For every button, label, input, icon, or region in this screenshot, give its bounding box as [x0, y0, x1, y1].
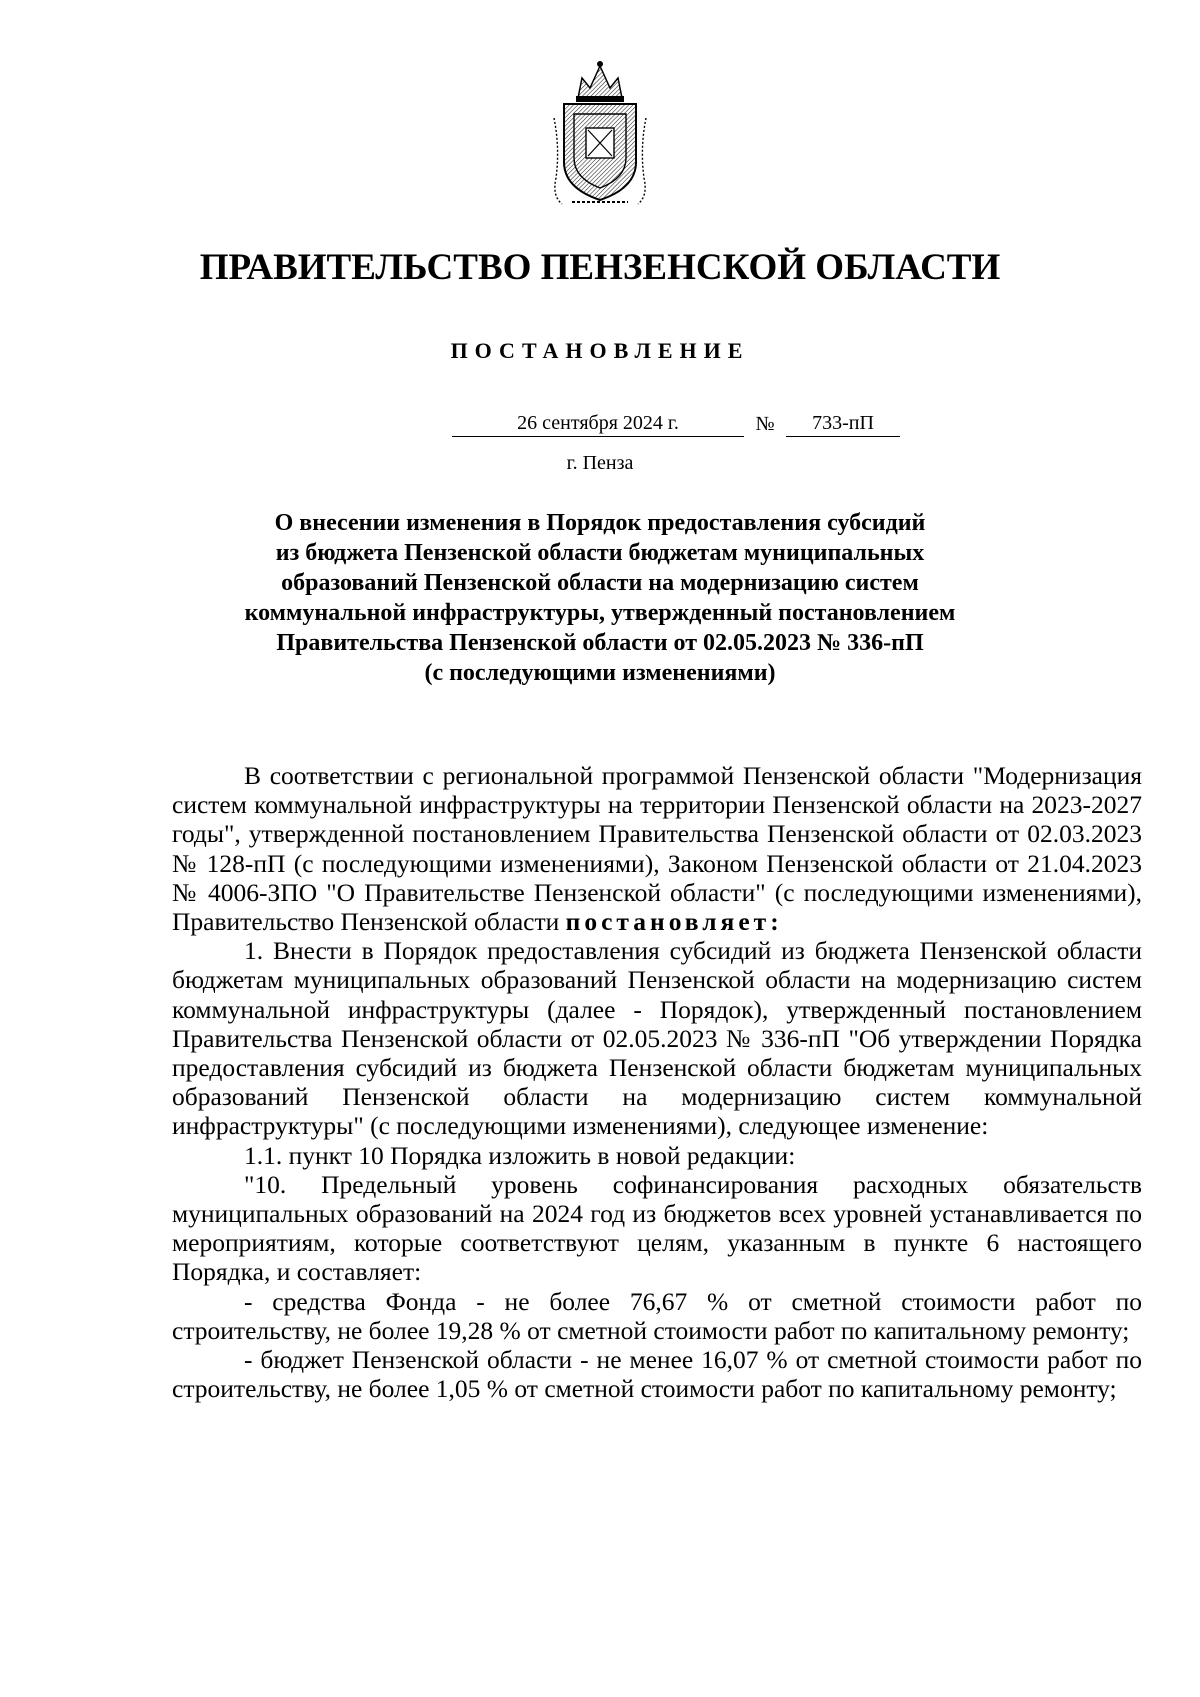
city: г. Пенза [566, 452, 634, 474]
number-sign: № [755, 413, 775, 435]
clause-10-paragraph: "10. Предельный уровень софинансирования расходных обязательств муниципальных образований на 2024 год из бюджетов всех уровней устанавливается по мероприятиям, которые соответствуют целям, указанным в пункте 6 настоящего Порядка, и составляет: [172, 1169, 1142, 1287]
subject-line: О внесении изменения в Порядок предоставления субсидий [274, 510, 926, 536]
date-number-line [452, 410, 900, 437]
subject-line: Правительства Пензенской области от 02.05.2023 № 336-пП [276, 630, 924, 656]
subject-line: коммунальной инфраструктуры, утвержденный постановлением [244, 600, 956, 626]
document-subject [220, 508, 980, 688]
document-number: 733-пП [786, 410, 900, 437]
item-1-paragraph: 1. Внести в Порядок предоставления субсидий из бюджета Пензенской области бюджетам муниципальных образований Пензенской области на модернизацию систем коммунальной инфраструктуры (далее - Порядок), утвержденный постановлением Правительства Пензенской области от 02.05.2023 № 336-пП "Об утверждении Порядка предоставления субсидий из бюджета Пензенской области бюджетам муниципальных образований Пензенской области на модернизацию систем коммунальной инфраструктуры" (с последующими изменениями), следующее изменение: [172, 936, 1142, 1141]
government-title: ПРАВИТЕЛЬСТВО ПЕНЗЕНСКОЙ ОБЛАСТИ [199, 247, 1001, 288]
subject-line: образований Пензенской области на модернизацию систем [281, 570, 919, 596]
subject-line: из бюджета Пензенской области бюджетам муниципальных [275, 540, 925, 566]
regional-budget-share-paragraph: - бюджет Пензенской области - не менее 16,07 % от сметной стоимости работ по строительству, не более 1,05 % от сметной стоимости работ по капитальному ремонту; [172, 1345, 1142, 1404]
document-date: 26 сентября 2024 г. [452, 410, 744, 437]
preamble-paragraph [172, 761, 1142, 936]
preamble-text: В соответствии с региональной программой Пензенской области "Модернизация систем коммунальной инфраструктуры на территории Пензенской области на 2023-2027 годы", утвержденной постановлением Правительства Пензенской области от 02.03.2023 № 128-пП (с последующими изменениями), Законом Пензенской области от 21.04.2023 № 4006-ЗПО "О Правительстве Пензенской области" (с последующими изменениями), Правительство Пензенской области [172, 761, 1142, 937]
coat-of-arms-emblem [548, 58, 652, 208]
document-body [172, 761, 1142, 1403]
fund-share-paragraph: - средства Фонда - не более 76,67 % от сметной стоимости работ по строительству, не более 19,28 % от сметной стоимости работ по капитальному ремонту; [172, 1286, 1142, 1345]
document-type: ПОСТАНОВЛЕНИЕ [450, 338, 750, 363]
item-1-1-paragraph: 1.1. пункт 10 Порядка изложить в новой редакции: [244, 1140, 796, 1170]
subject-line: (с последующими изменениями) [424, 660, 776, 686]
resolves-word: постановляет: [565, 907, 783, 937]
